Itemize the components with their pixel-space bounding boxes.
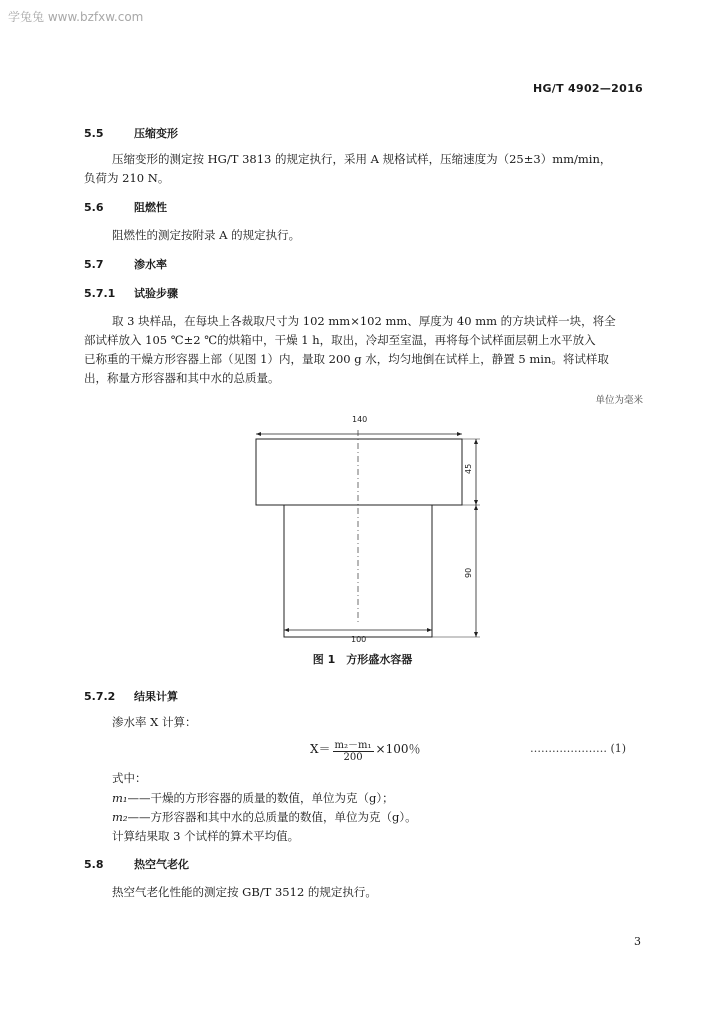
section-5-6-line-1: 阻燃性的测定按附录 A 的规定执行。 [112,228,301,242]
formula [310,736,421,763]
section-5-7-1-heading [84,285,178,301]
upper-box [256,439,462,505]
formula-numerator: m₂－m₁ [333,736,374,752]
watermark-text: 学兔兔 www.bzfxw.com [8,10,144,24]
section-5-7-1-line-2: 部试样放入 105 ℃±2 ℃的烘箱中，干燥 1 h，取出，冷却至室温，再将每个试样面层朝上水平放入 [84,333,596,347]
unit-note: 单位为毫米 [595,395,643,406]
section-5-6-heading [84,199,167,215]
result-note: 计算结果取 3 个试样的算术平均值。 [112,829,300,843]
section-5-5-line-1: 压缩变形的测定按 HG/T 3813 的规定执行，采用 A 规格试样，压缩速度为（25±3）mm/min， [112,152,612,166]
equation-number: ………………… (1) [530,742,627,755]
section-5-7-1-line-1: 取 3 块样品，在每块上各裁取尺寸为 102 mm×102 mm、厚度为 40 mm 的方块试样一块，将全 [112,314,616,328]
m2-symbol: m₂ [112,810,128,824]
section-5-7-1-line-3: 已称重的干燥方形容器上部（见图 1）内，量取 200 g 水，均匀地倒在试样上，静置 5 min。将试样取 [84,352,609,366]
m1-definition [112,790,394,806]
m1-symbol: m₁ [112,791,128,805]
section-5-8-line-1: 热空气老化性能的测定按 GB/T 3512 的规定执行。 [112,885,377,899]
m2-definition [112,809,417,825]
section-title: 阻燃性 [134,201,167,214]
formula-lhs: X＝ [310,742,331,756]
formula-fraction [333,736,374,763]
section-5-7-heading [84,256,167,272]
section-title: 结果计算 [134,690,178,703]
formula-rhs: ×100％ [375,742,421,756]
section-number: 5.7 [84,258,104,271]
section-number: 5.7.1 [84,287,116,300]
standard-code: HG/T 4902—2016 [532,82,643,95]
section-number: 5.5 [84,127,104,140]
section-number: 5.7.2 [84,690,116,703]
dim-bottom-label: 100 [351,635,367,644]
formula-intro: 渗水率 X 计算： [112,715,197,729]
section-title: 热空气老化 [134,858,189,871]
section-number: 5.8 [84,858,104,871]
m1-description: ——干燥的方形容器的质量的数值，单位为克（g）； [127,791,394,805]
section-number: 5.6 [84,201,104,214]
where-label: 式中： [112,771,147,785]
section-5-5-heading [84,125,178,141]
section-5-7-1-line-4: 出，称量方形容器和其中水的总质量。 [84,371,280,385]
section-title: 渗水率 [134,258,167,271]
section-title: 试验步骤 [134,287,178,300]
figure-caption: 图 1 方形盛水容器 [312,653,413,666]
section-title: 压缩变形 [134,127,178,140]
section-5-7-2-heading [84,688,178,704]
m2-description: ——方形容器和其中水的总质量的数值，单位为克（g）。 [127,810,417,824]
page-number: 3 [634,935,641,948]
dim-top-label: 140 [352,415,368,424]
dim-right-lower-label: 90 [464,567,473,578]
section-5-8-heading [84,856,189,872]
dim-right-upper-label: 45 [464,463,473,474]
section-5-5-line-2: 负荷为 210 N。 [84,171,170,185]
container-drawing [240,408,500,644]
formula-denominator: 200 [343,752,363,763]
